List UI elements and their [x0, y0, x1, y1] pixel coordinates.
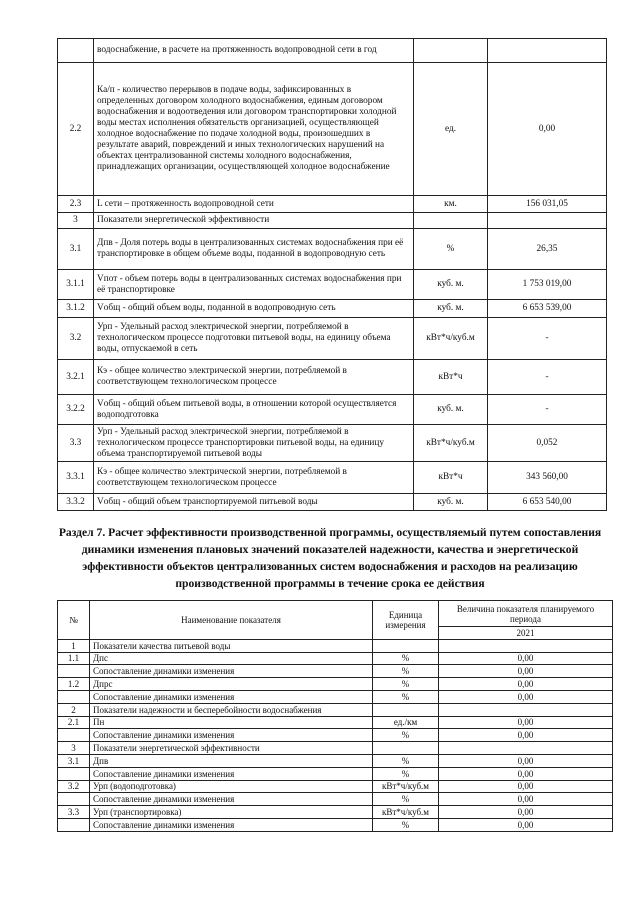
- row-description: Vобщ - общий объем транспортируемой питьевой воды: [94, 494, 414, 511]
- row-description: Урп - Удельный расход электрической энергии, потребляемой в технологическом процессе подготовки питьевой воды, на единицу объема воды, отпускаемой в сеть: [94, 318, 414, 360]
- row-value: -: [488, 360, 607, 395]
- row-description: водоснабжение, в расчете на протяженность водопроводной сети в год: [94, 39, 414, 63]
- row-number: 3.1: [58, 229, 94, 270]
- row-unit: куб. м.: [414, 395, 488, 425]
- row-unit: кВт*ч: [414, 360, 488, 395]
- header-num: №: [58, 601, 90, 640]
- row-description: Показатели энергетической эффективности: [90, 742, 373, 755]
- row-unit: км.: [414, 196, 488, 213]
- indicators-table: [57, 38, 607, 511]
- row-number: [58, 818, 90, 831]
- row-unit: кВт*ч: [414, 462, 488, 494]
- row-description: Показатели качества питьевой воды: [90, 639, 373, 652]
- row-value: 0,00: [439, 678, 613, 691]
- row-unit: %: [373, 793, 439, 806]
- row-unit: ед./км: [373, 716, 439, 729]
- row-unit: [373, 703, 439, 716]
- row-number: 3.1.1: [58, 270, 94, 300]
- row-unit: %: [414, 229, 488, 270]
- table-row: [58, 300, 607, 318]
- row-number: 3.2.1: [58, 360, 94, 395]
- row-number: [58, 729, 90, 742]
- row-value: 1 753 019,00: [488, 270, 607, 300]
- row-value: 156 031,05: [488, 196, 607, 213]
- row-unit: [414, 39, 488, 63]
- row-unit: %: [373, 665, 439, 678]
- row-number: 3.2.2: [58, 395, 94, 425]
- row-value: [439, 703, 613, 716]
- table-row: [58, 793, 613, 806]
- table-row: [58, 196, 607, 213]
- row-value: 0,00: [439, 665, 613, 678]
- table-row: [58, 690, 613, 703]
- row-number: 3.3.2: [58, 494, 94, 511]
- row-number: 3: [58, 742, 90, 755]
- table-row: [58, 39, 607, 63]
- row-description: Vобщ - общий объем питьевой воды, в отношении которой осуществляется водоподготовка: [94, 395, 414, 425]
- row-description: Урп - Удельный расход электрической энергии, потребляемой в технологическом процессе транспортировки питьевой воды, на единицу объема транспортируемой питьевой воды: [94, 425, 414, 462]
- row-number: 3.2: [58, 780, 90, 793]
- row-unit: куб. м.: [414, 300, 488, 318]
- row-description: Сопоставление динамики изменения: [90, 818, 373, 831]
- row-description: L сети – протяженность водопроводной сети: [94, 196, 414, 213]
- row-description: Кэ - общее количество электрической энергии, потребляемой в соответствующем технологическом процессе: [94, 462, 414, 494]
- row-description: Урп (транспортировка): [90, 806, 373, 819]
- row-number: 3.3: [58, 425, 94, 462]
- row-value: 0,00: [488, 63, 607, 196]
- row-value: 0,00: [439, 690, 613, 703]
- row-number: 3.3: [58, 806, 90, 819]
- table-row: [58, 63, 607, 196]
- row-unit: %: [373, 729, 439, 742]
- row-number: 2.3: [58, 196, 94, 213]
- table-row: [58, 742, 613, 755]
- row-description: Показатели энергетической эффективности: [94, 213, 414, 229]
- row-value: 0,00: [439, 716, 613, 729]
- table-row: [58, 652, 613, 665]
- row-number: 3.2: [58, 318, 94, 360]
- table-row: [58, 780, 613, 793]
- row-number: 1: [58, 639, 90, 652]
- row-number: 2.2: [58, 63, 94, 196]
- section-title: Раздел 7. Расчет эффективности производственной программы, осуществляемый путем сопоставления динамики изменения плановых значений показателей надежности, качества и энергетической эффективности объектов централизованных систем водоснабжения и расходов на реализацию производственной программы в течение срока ее действия: [58, 526, 602, 590]
- efficiency-table: [57, 600, 613, 832]
- table-row: [58, 678, 613, 691]
- row-number: [58, 665, 90, 678]
- table-row: [58, 754, 613, 767]
- table-row: [58, 270, 607, 300]
- row-number: 2: [58, 703, 90, 716]
- row-description: Пн: [90, 716, 373, 729]
- row-value: 6 653 540,00: [488, 494, 607, 511]
- row-description: Сопоставление динамики изменения: [90, 690, 373, 703]
- row-value: [488, 213, 607, 229]
- table-row: [58, 818, 613, 831]
- row-number: 2.1: [58, 716, 90, 729]
- row-unit: %: [373, 754, 439, 767]
- row-description: Дпс: [90, 652, 373, 665]
- row-description: Сопоставление динамики изменения: [90, 729, 373, 742]
- row-number: 1.1: [58, 652, 90, 665]
- row-description: Ка/п - количество перерывов в подаче воды, зафиксированных в определенных договором холодного водоснабжения, единым договором водоснабжения и водоотведения или договором транспортировки холодной воды местах исполнения обязательств организацией, осуществляющей холодное водоснабжение по подаче холодной воды, произошедших в результате аварий, повреждений и иных технологических нарушений на объектах централизованной системы холодного водоснабжения, принадлежащих организации, осуществляющей холодное водоснабжение: [94, 63, 414, 196]
- row-unit: %: [373, 690, 439, 703]
- table-row: [58, 425, 607, 462]
- row-unit: кВт*ч/куб.м: [414, 318, 488, 360]
- row-value: -: [488, 318, 607, 360]
- row-value: 0,00: [439, 793, 613, 806]
- table-row: [58, 767, 613, 780]
- row-description: Vобщ - общий объем воды, поданной в водопроводную сеть: [94, 300, 414, 318]
- row-unit: [373, 742, 439, 755]
- row-unit: %: [373, 818, 439, 831]
- row-description: Показатели надежности и бесперебойности водоснабжения: [90, 703, 373, 716]
- row-unit: куб. м.: [414, 494, 488, 511]
- row-unit: ед.: [414, 63, 488, 196]
- row-unit: %: [373, 652, 439, 665]
- table-row: [58, 806, 613, 819]
- table-row: [58, 229, 607, 270]
- header-name: Наименование показателя: [90, 601, 373, 640]
- row-unit: кВт*ч/куб.м: [373, 780, 439, 793]
- row-number: 1.2: [58, 678, 90, 691]
- row-value: 343 560,00: [488, 462, 607, 494]
- table-row: [58, 716, 613, 729]
- row-unit: кВт*ч/куб.м: [414, 425, 488, 462]
- table-row: [58, 395, 607, 425]
- row-value: 0,00: [439, 818, 613, 831]
- table-row: [58, 494, 607, 511]
- row-value: 0,052: [488, 425, 607, 462]
- row-value: 0,00: [439, 652, 613, 665]
- row-description: Дпв: [90, 754, 373, 767]
- row-value: 0,00: [439, 780, 613, 793]
- row-value: 0,00: [439, 767, 613, 780]
- row-number: [58, 767, 90, 780]
- row-unit: [373, 639, 439, 652]
- table-row: [58, 665, 613, 678]
- row-description: Дпрс: [90, 678, 373, 691]
- row-value: 0,00: [439, 806, 613, 819]
- table-row: [58, 213, 607, 229]
- row-unit: куб. м.: [414, 270, 488, 300]
- row-unit: %: [373, 678, 439, 691]
- row-value: [439, 639, 613, 652]
- row-value: 26,35: [488, 229, 607, 270]
- table-row: [58, 360, 607, 395]
- row-number: [58, 39, 94, 63]
- row-number: 3.1.2: [58, 300, 94, 318]
- table-row: [58, 462, 607, 494]
- row-description: Урп (водоподготовка): [90, 780, 373, 793]
- row-description: Сопоставление динамики изменения: [90, 767, 373, 780]
- row-value: [488, 39, 607, 63]
- row-unit: %: [373, 767, 439, 780]
- row-value: -: [488, 395, 607, 425]
- header-value: Величина показателя планируемого периода: [439, 601, 613, 627]
- row-number: 3.3.1: [58, 462, 94, 494]
- table-row: [58, 639, 613, 652]
- row-number: [58, 690, 90, 703]
- row-number: 3: [58, 213, 94, 229]
- row-description: Сопоставление динамики изменения: [90, 665, 373, 678]
- row-value: 0,00: [439, 754, 613, 767]
- header-unit: Единица измерения: [373, 601, 439, 640]
- row-unit: [414, 213, 488, 229]
- header-year: 2021: [439, 627, 613, 640]
- table-row: [58, 703, 613, 716]
- row-description: Сопоставление динамики изменения: [90, 793, 373, 806]
- row-unit: кВт*ч/куб.м: [373, 806, 439, 819]
- row-number: 3.1: [58, 754, 90, 767]
- row-value: 0,00: [439, 729, 613, 742]
- row-description: Кэ - общее количество электрической энергии, потребляемой в соответствующем технологическом процессе: [94, 360, 414, 395]
- row-number: [58, 793, 90, 806]
- row-description: Дпв - Доля потерь воды в централизованных системах водоснабжения при её транспортировке в общем объеме воды, поданной в водопроводную сеть: [94, 229, 414, 270]
- row-value: 6 653 539,00: [488, 300, 607, 318]
- row-value: [439, 742, 613, 755]
- row-description: Vпот - объем потерь воды в централизованных системах водоснабжения при её транспортировке: [94, 270, 414, 300]
- table-row: [58, 318, 607, 360]
- table-row: [58, 729, 613, 742]
